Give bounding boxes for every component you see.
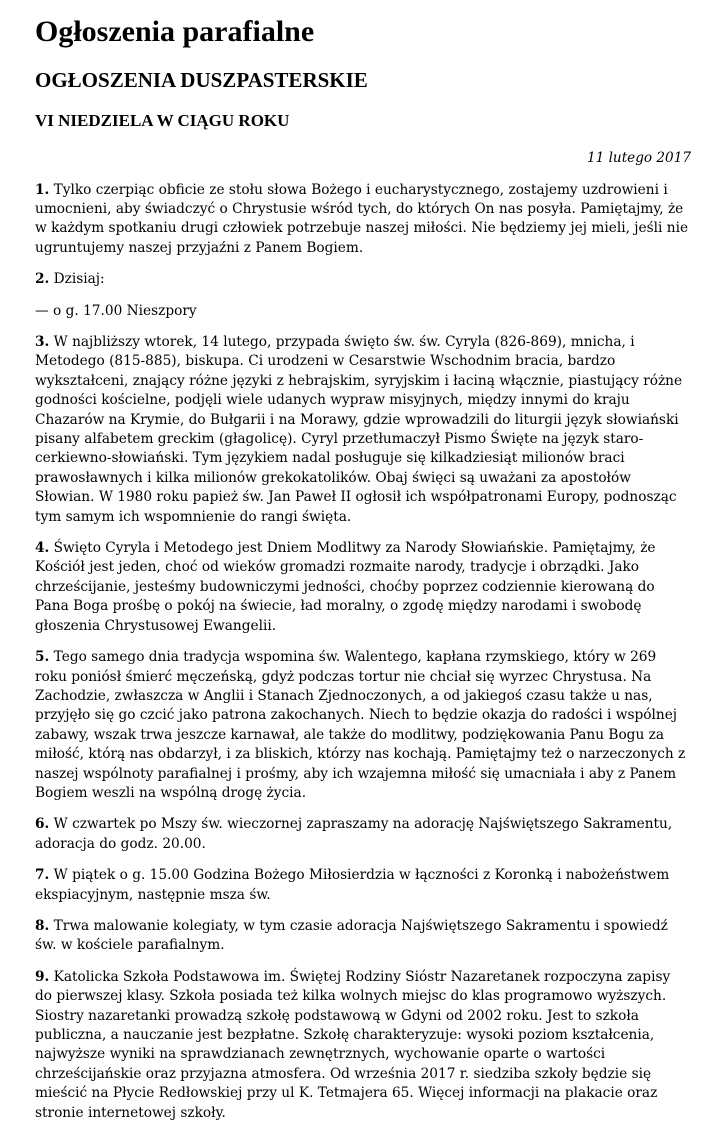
announcement-item-2 <box>35 270 691 289</box>
subtitle: VI NIEDZIELA W CIĄGU ROKU <box>35 111 290 131</box>
page-title: Ogłoszenia parafialne <box>35 15 315 48</box>
announcement-item-3 <box>35 333 691 527</box>
item-text: Dzisiaj: <box>49 271 105 288</box>
item-text: Trwa malowanie kolegiaty, w tym czasie adoracja Najświętszego Sakramentu i spowiedź św. w kościele parafialnym. <box>35 917 668 954</box>
announcement-item-6 <box>35 815 691 854</box>
item-text: Katolicka Szkoła Podstawowa im. Świętej Rodziny Sióstr Nazaretanek rozpoczyna zapisy do pierwszej klasy. Szkoła posiada też kilka wolnych miejsc do klas programowo wyższych. Siostry nazaretanki prowadzą szkołę podstawową w Gdyni od 2002 roku. Jest to szkoła publiczna, a nauczanie jest bezpłatne. Szkołę charakteryzuje: wysoki poziom kształcenia, najwyższe wyniki na sprawdzianach zewnętrznych, wychowanie oparte o wartości chrześcijańskie oraz przyjazna atmosfera. Od września 2017 r. siedziba szkoły będzie się mieścić na Płycie Redłowskiej przy ul K. Tetmajera 65. Więcej informacji na plakacie oraz stronie internetowej szkoły. <box>35 968 671 1121</box>
item-number: 9. <box>35 968 50 985</box>
item-number: 8. <box>35 917 50 934</box>
item-number: 4. <box>35 540 50 557</box>
item-text: — o g. 17.00 Nieszpory <box>35 302 197 319</box>
item-text: Tego samego dnia tradycja wspomina św. Walentego, kapłana rzymskiego, który w 269 roku poniósł śmierć męczeńską, gdyż podczas tortur nie chciał się wyrzec Chrystusa. Na Zachodzie, zwłaszcza w Anglii i Stanach Zjednoczonych, a od jakiegoś czasu także u nas, przyjęło się go czcić jako patrona zakochanych. Niech to będzie okazja do radości i wspólnej zabawy, wszak trwa jeszcze karnawał, ale także do modlitwy, podziękowania Panu Bogu za miłość, którą nas obdarzył, i za bliskich, którzy nas kochają. Pamiętajmy też o narzeczonych z naszej wspólnoty parafialnej i prośmy, aby ich wzajemna miłość się umacniała i aby z Panem Bogiem weszli na wspólną drogę życia. <box>35 649 686 801</box>
item-number: 6. <box>35 816 50 833</box>
item-number: 2. <box>35 271 50 288</box>
item-number: 5. <box>35 649 50 666</box>
announcement-item-5 <box>35 648 691 803</box>
announcement-item-1 <box>35 181 691 259</box>
item-text: Tylko czerpiąc obficie ze stołu słowa Bożego i eucharystycznego, zostajemy uzdrowieni i umocnieni, aby świadczyć o Chrystusie wśród tych, do których On nas posyła. Pamiętajmy, że w każdym spotkaniu drugi człowiek potrzebuje naszej miłości. Nie będziemy jej mieli, jeśli nie ugruntujemy naszej przyjaźni z Panem Bogiem. <box>35 181 689 256</box>
item-text: W czwartek po Mszy św. wieczornej zapraszamy na adorację Najświętszego Sakramentu, adoracja do godz. 20.00. <box>35 816 673 852</box>
item-text: W piątek o g. 15.00 Godzina Bożego Miłosierdzia w łączności z Koronką i nabożeństwem ekspiacyjnym, następnie msza św. <box>35 867 670 903</box>
announcement-item-8 <box>35 917 691 956</box>
item-text: Święto Cyryla i Metodego jest Dniem Modlitwy za Narody Słowiańskie. Pamiętajmy, że Kościół jest jeden, choć od wieków gromadzi rozmaite narody, tradycje i obrządki. Jako chrześcijanie, jesteśmy budowniczymi jedności, choćby poprzez codziennie kierowaną do Pana Boga prośbę o pokój na świecie, ład moralny, o zgodę między narodami i swobodę głoszenia Chrystusowej Ewangelii. <box>35 540 656 634</box>
announcement-date: 11 lutego 2017 <box>586 149 691 166</box>
announcement-item-4 <box>35 539 691 636</box>
announcement-item-7 <box>35 866 691 905</box>
item-text: W najbliższy wtorek, 14 lutego, przypada święto św. św. Cyryla (826-869), mnicha, i Metodego (815-885), biskupa. Ci urodzeni w Cesarstwie Wschodnim bracia, bardzo wykształceni, znający różne języki z hebrajskim, syryjskim i łaciną włącznie, piastujący różne godności kościelne, podjęli wiele udanych wypraw misyjnych, między innymi do kraju Chazarów na Krymie, do Bułgarii i na Morawy, gdzie wprowadzili do liturgii język słowiański pisany alfabetem greckim (głagolicę). Cyryl przetłumaczył Pismo Święte na język staro-cerkiewno-słowiański. Tym językiem nadal posługuje się kilkadziesiąt milionów braci prawosławnych i kilka milionów grekokatolików. Obaj święci są uważani za apostołów Słowian. W 1980 roku papież św. Jan Paweł II ogłosił ich współpatronami Europy, podnosząc tym samym ich wspomnienie do rangi święta. <box>35 334 683 525</box>
item-number: 7. <box>35 867 50 884</box>
announcement-subitem <box>35 302 691 321</box>
announcement-item-9 <box>35 968 691 1123</box>
section-title: OGŁOSZENIA DUSZPASTERSKIE <box>35 68 368 92</box>
item-number: 1. <box>35 181 50 198</box>
item-number: 3. <box>35 334 50 351</box>
